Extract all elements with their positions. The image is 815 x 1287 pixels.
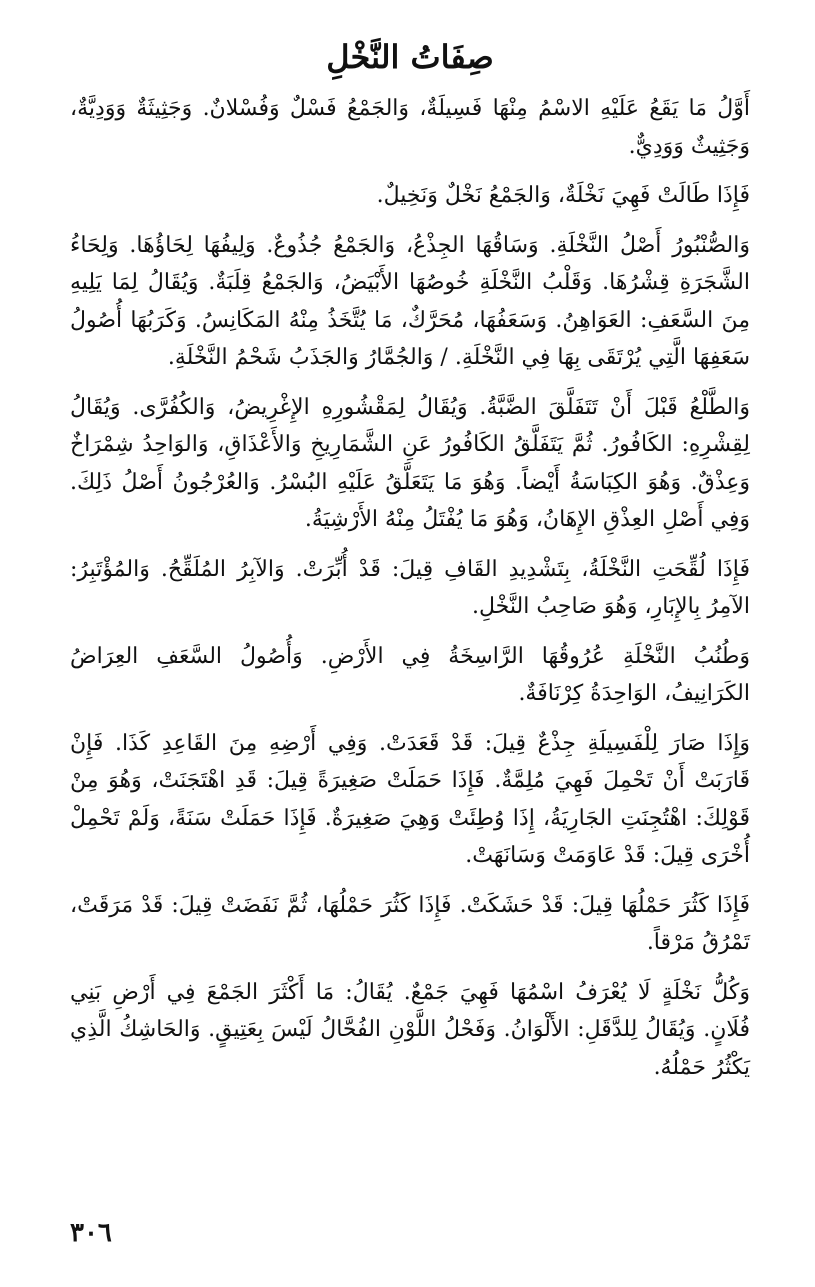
paragraph-7: وَإِذَا صَارَ لِلْفَسِيلَةِ جِذْعٌ قِيلَ: قَدْ قَعَدَتْ. وَفِي أَرْضِهِ مِنَ القَاعِدِ كَذَا. فَإِنْ قَارَبَتْ أَنْ تَحْمِلَ فَهِيَ مُلِمَّةٌ. فَإِذَا حَمَلَتْ صَغِيرَةً قِيلَ: قَدِ اهْتَجَنَتْ، وَهُوَ مِنْ قَوْلِكَ: اهْتُجِنَتِ الجَارِيَةُ، إِذَا وُطِئَتْ وَهِيَ صَغِيرَةٌ. فَإِذَا حَمَلَتْ سَنَةً، وَلَمْ تَحْمِلْ أُخْرَى قِيلَ: قَدْ عَاوَمَتْ وَسَانَهَتْ. [70,730,750,869]
paragraph-3: وَالصُّنْبُورُ أَصْلُ النَّخْلَةِ. وَسَاقُهَا الجِذْعُ، وَالجَمْعُ جُذُوعٌ. وَلِيفُهَا لِحَاؤُهَا. وَلِحَاءُ الشَّجَرَةِ قِشْرُهَا. وَقَلْبُ النَّخْلَةِ خُوصُهَا الأَبْيَضُ، وَالجَمْعُ قِلَبَةٌ. وَيُقَالُ لِمَا يَلِيهِ مِنَ السَّعَفِ: العَوَاهِنُ. وَسَعَفُهَا، مُحَرَّكٌ، مَا يُتَّخَذُ مِنْهُ المَكَانِسُ. وَكَرَبُهَا أُصُولُ سَعَفِهَا الَّتِي يُرْتَقَى بِهَا فِي النَّخْلَةِ. / وَالجُمَّارُ وَالجَذَبُ شَحْمُ النَّخْلَةِ. [70,232,750,371]
page-title: صِفَاتُ النَّخْلِ [326,38,494,76]
paragraph-1: أَوَّلُ مَا يَقَعُ عَلَيْهِ الاسْمُ مِنْهَا فَسِيلَةٌ، وَالجَمْعُ فَسْلٌ وَفُسْلانٌ. وَجَثِيثَةٌ وَوَدِيَّةٌ، وَجَثِيثٌ وَوَدِيٌّ. [70,96,750,159]
page-number: ٣٠٦ [70,1218,112,1248]
paragraph-9: وَكُلُّ نَخْلَةٍ لَا يُعْرَفُ اسْمُهَا فَهِيَ جَمْعٌ. يُقَالُ: مَا أَكْثَرَ الجَمْعَ فِي أَرْضِ بَنِي فُلَانٍ. وَيُقَالُ لِلدَّقَلِ: الأَلْوَانُ. وَفَحْلُ اللَّوْنِ الفُحَّالُ لَيْسَ بِعَتِيقٍ. وَالحَاشِكُ الَّذِي يَكْثُرُ حَمْلُهُ. [70,979,750,1080]
paragraph-4: وَالطَّلْعُ قَبْلَ أَنْ تَتَفَلَّقَ الضَّبَّةُ. وَيُقَالُ لِمَقْشُورِهِ الإِغْرِيضُ، وَالكُفُرَّى. وَيُقَالُ لِقِشْرِهِ: الكَافُورُ. ثُمَّ يَتَفَلَّقُ الكَافُورُ عَنِ الشَّمَارِيخِ وَالأَعْذَاقِ، وَالوَاحِدُ شِمْرَاخٌ وَعِذْقٌ. وَهُوَ الكِبَاسَةُ أَيْضاً. وَهُوَ مَا يَتَعَلَّقُ عَلَيْهِ البُسْرُ. وَالعُرْجُونُ أَصْلُ ذَلِكَ. وَفِي أَصْلِ العِذْقِ الإِهَانُ، وَهُوَ مَا يُفْتَلُ مِنْهُ الأَرْشِيَةُ. [70,394,750,533]
document-page [70,30,750,1250]
paragraph-8: فَإِذَا كَثُرَ حَمْلُهَا قِيلَ: قَدْ حَشَكَتْ. فَإِذَا كَثُرَ حَمْلُهَا، ثُمَّ نَفَضَتْ قِيلَ: قَدْ مَرَقَتْ، تَمْرُقُ مَرْقاً. [70,892,750,956]
paragraph-5: فَإِذَا لُقِّحَتِ النَّخْلَةُ، بِتَشْدِيدِ القَافِ قِيلَ: قَدْ أُبِّرَتْ. وَالآبِرُ المُلَقِّحُ. وَالمُؤْتَبِرُ: الآمِرُ بِالإِبَارِ، وَهُوَ صَاحِبُ النَّخْلِ. [70,556,750,620]
paragraph-6: وَطُنُبُ النَّخْلَةِ عُرُوقُهَا الرَّاسِخَةُ فِي الأَرْضِ. وَأُصُولُ السَّعَفِ العِرَاضُ الكَرَانِيفُ، الوَاحِدَةُ كِرْنَافَةٌ. [70,643,750,707]
paragraph-2: فَإِذَا طَالَتْ فَهِيَ نَخْلَةٌ، وَالجَمْعُ نَخْلٌ وَنَخِيلٌ. [376,183,750,209]
